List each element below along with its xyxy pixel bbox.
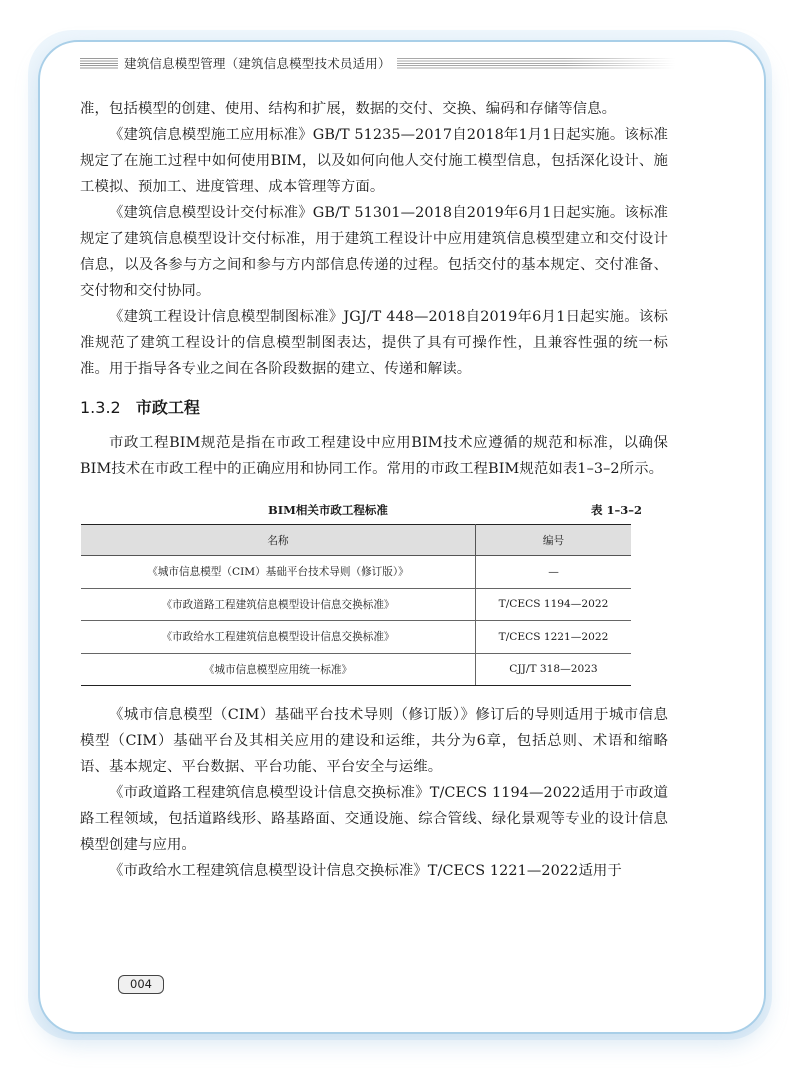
cell-name: 《城市信息模型应用统一标准》 xyxy=(81,653,476,686)
table-caption xyxy=(80,500,668,520)
table-number: 表 1–3–2 xyxy=(590,503,642,517)
page-content xyxy=(80,96,668,884)
paragraph-continuation: 准，包括模型的创建、使用、结构和扩展，数据的交付、交换、编码和存储等信息。 xyxy=(80,101,617,117)
standards-table xyxy=(81,524,631,686)
paragraph-gbt-51301: 《建筑信息模型设计交付标准》GB/T 51301—2018自2019年6月1日起实施。该标准规定了建筑信息模型设计交付标准，用于建筑工程设计中应用建筑信息模型建立和交付设计信息，以及各参与方之间和参与方内部信息传递的过程。包括交付的基本规定、交付准备、交付物和交付协同。 xyxy=(80,205,668,299)
header-code: 编号 xyxy=(476,525,632,556)
paragraph-gbt-51235: 《建筑信息模型施工应用标准》GB/T 51235—2017自2018年1月1日起实施。该标准规定了在施工过程中如何使用BIM，以及如何向他人交付施工模型信息，包括深化设计、施工模拟、预加工、进度管理、成本管理等方面。 xyxy=(80,127,668,195)
header-title: 建筑信息模型管理（建筑信息模型技术员适用） xyxy=(124,56,391,71)
cell-code: T/CECS 1221—2022 xyxy=(476,621,632,654)
paragraph-tcecs-1194: 《市政道路工程建筑信息模型设计信息交换标准》T/CECS 1194—2022适用于市政道路工程领域，包括道路线形、路基路面、交通设施、综合管线、绿化景观等专业的设计信息模型创建与应用。 xyxy=(80,785,668,853)
table-row xyxy=(81,653,631,686)
table-row xyxy=(81,621,631,654)
header-stripes-right xyxy=(397,58,675,69)
cell-name: 《市政给水工程建筑信息模型设计信息交换标准》 xyxy=(81,621,476,654)
table-row xyxy=(81,588,631,621)
table-row xyxy=(81,556,631,589)
header-name: 名称 xyxy=(81,525,476,556)
cell-name: 《城市信息模型（CIM）基础平台技术导则（修订版）》 xyxy=(81,556,476,589)
paragraph-tcecs-1221: 《市政给水工程建筑信息模型设计信息交换标准》T/CECS 1221—2022适用于 xyxy=(109,863,622,879)
cell-code: — xyxy=(476,556,632,589)
header-stripes-left xyxy=(80,58,118,69)
after-table-text xyxy=(80,702,668,884)
table-title: BIM相关市政工程标准 xyxy=(268,503,388,517)
page-number: 004 xyxy=(118,975,164,994)
cell-code: CJJ/T 318—2023 xyxy=(476,653,632,686)
section-intro: 市政工程BIM规范是指在市政工程建设中应用BIM技术应遵循的规范和标准，以确保BIM技术在市政工程中的正确应用和协同工作。常用的市政工程BIM规范如表1–3–2所示。 xyxy=(80,435,668,477)
table-header-row xyxy=(81,525,631,556)
section-heading xyxy=(80,396,668,420)
paragraph-cim-guideline: 《城市信息模型（CIM）基础平台技术导则（修订版）》修订后的导则适用于城市信息模型（CIM）基础平台及其相关应用的建设和运维，共分为6章，包括总则、术语和缩略语、基本规定、平台数据、平台功能、平台安全与运维。 xyxy=(80,707,668,775)
cell-code: T/CECS 1194—2022 xyxy=(476,588,632,621)
section-title: 市政工程 xyxy=(135,398,200,417)
section-number: 1.3.2 xyxy=(80,398,121,417)
running-header xyxy=(80,52,675,74)
cell-name: 《市政道路工程建筑信息模型设计信息交换标准》 xyxy=(81,588,476,621)
paragraph-jgjt-448: 《建筑工程设计信息模型制图标准》JGJ/T 448—2018自2019年6月1日起实施。该标准规范了建筑工程设计的信息模型制图表达，提供了具有可操作性，且兼容性强的统一标准。用于指导各专业之间在各阶段数据的建立、传递和解读。 xyxy=(80,309,668,377)
